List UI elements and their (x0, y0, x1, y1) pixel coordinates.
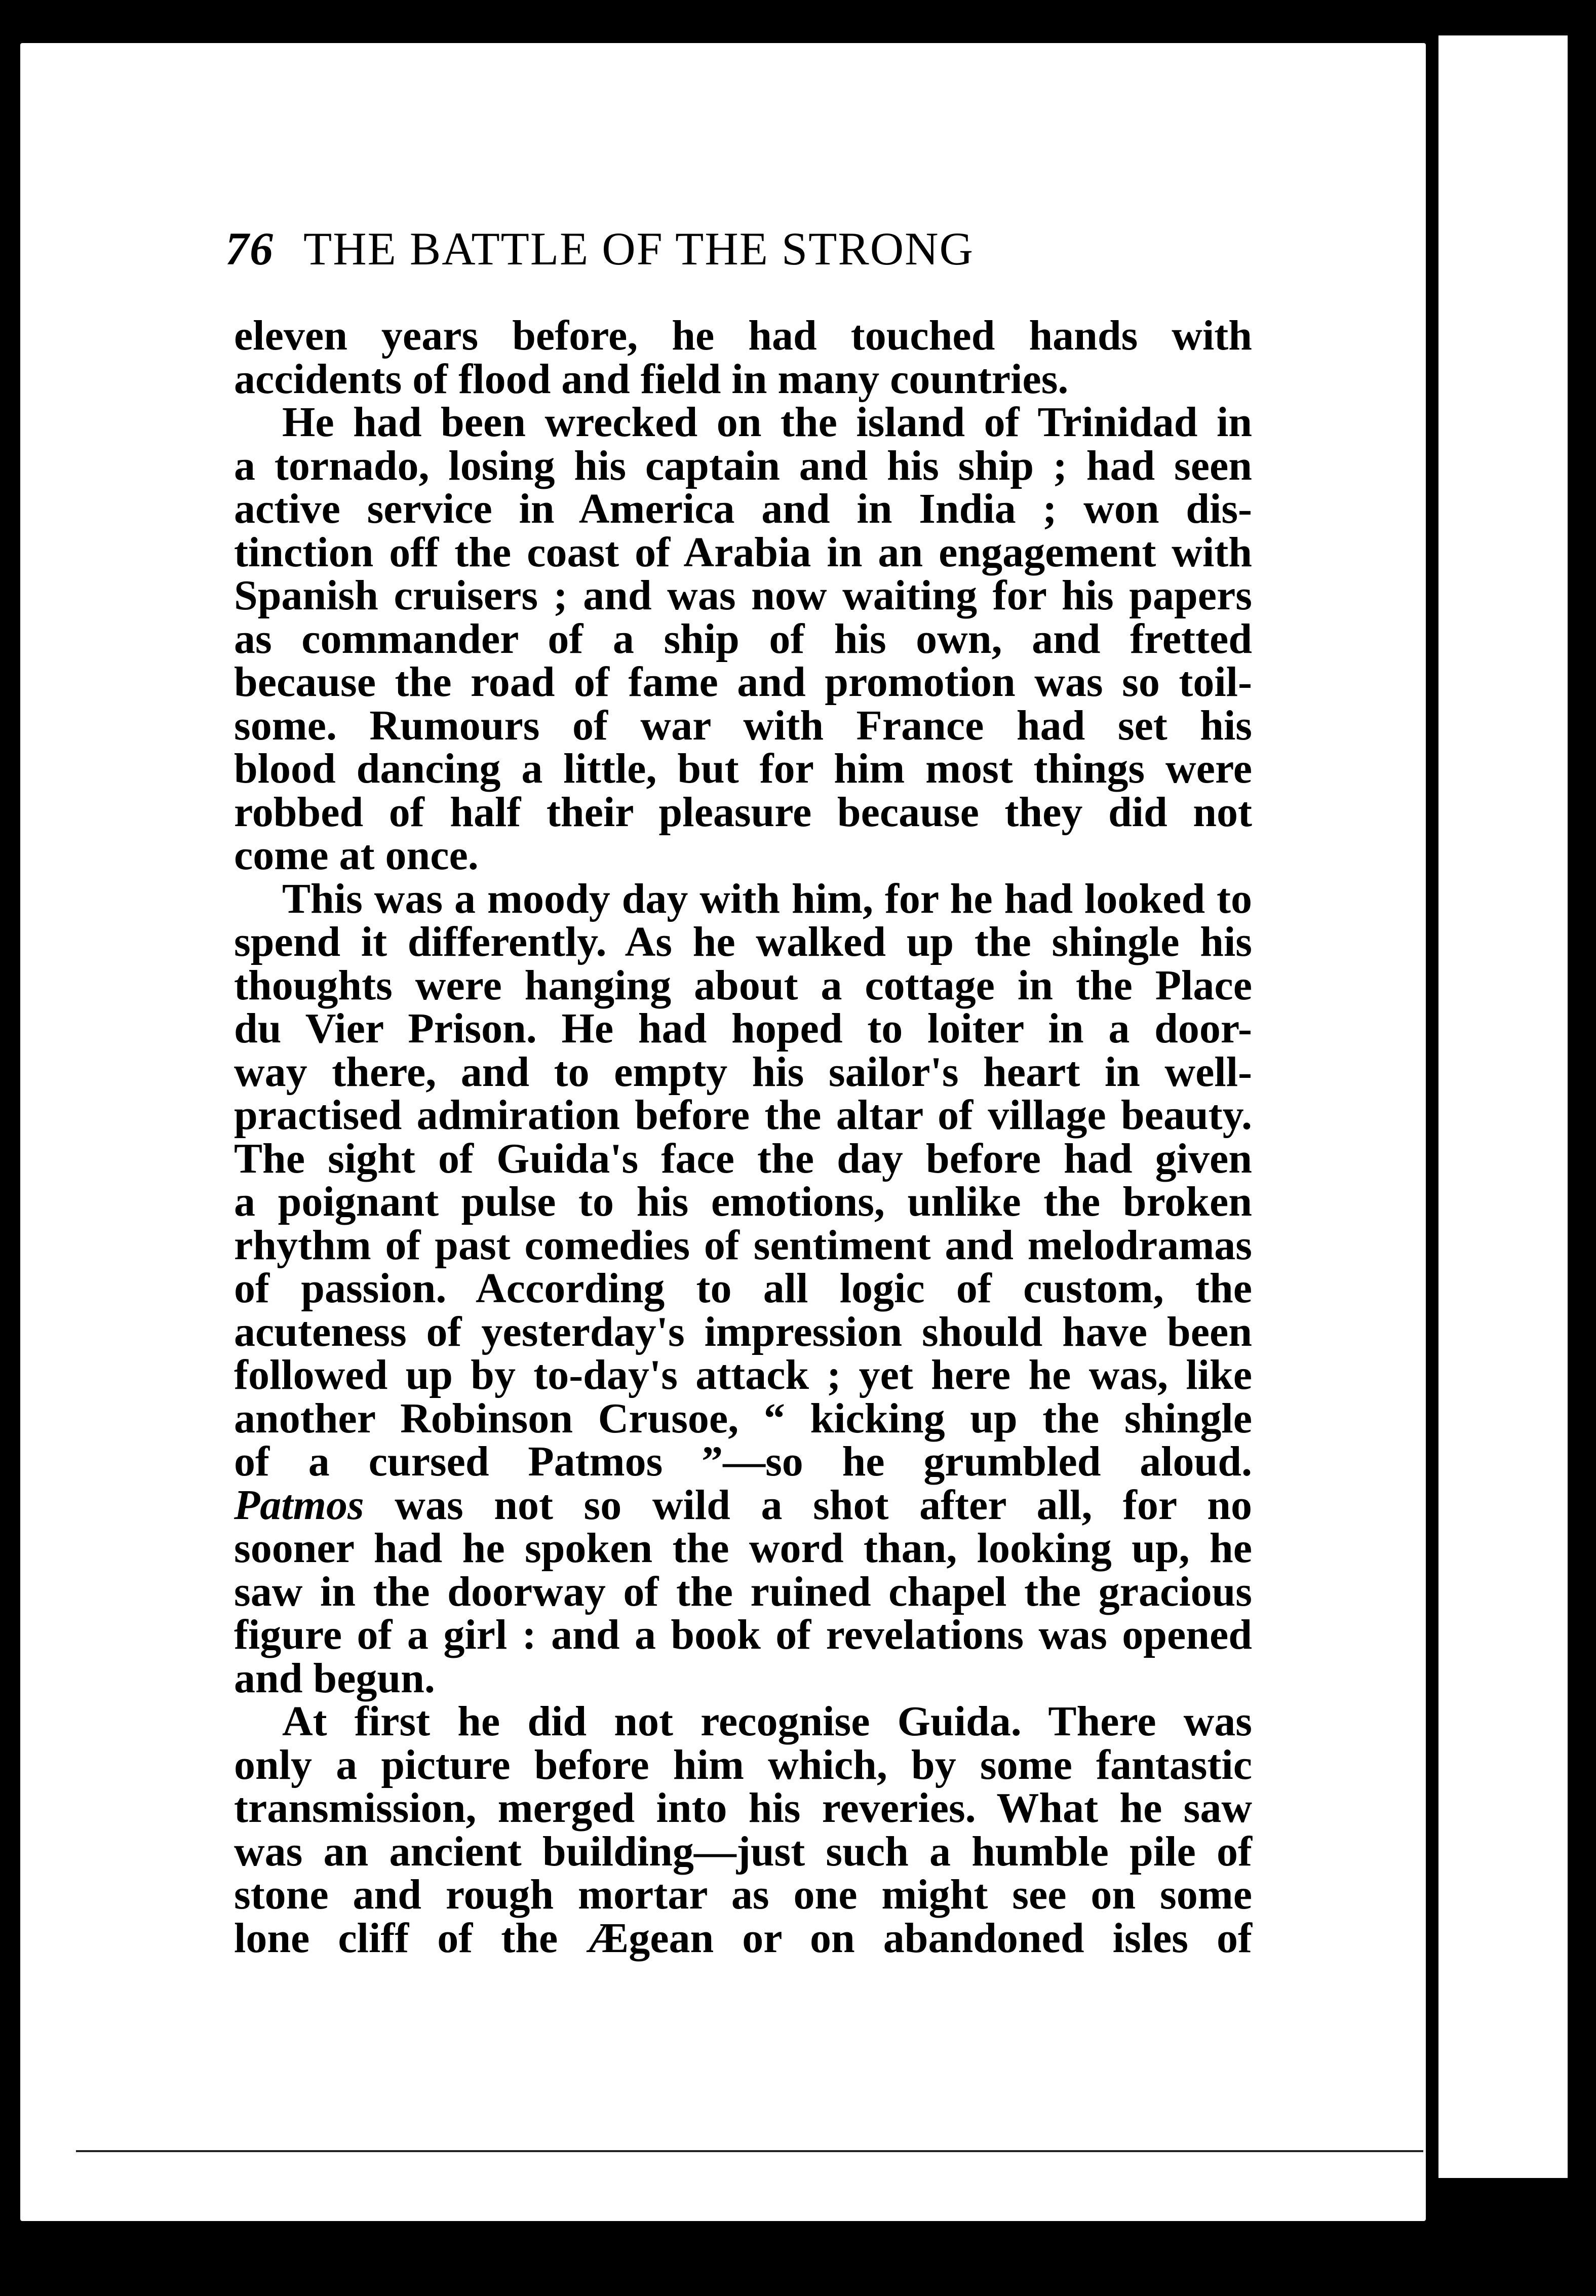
text-line: acuteness of yesterday's impression should have been (234, 1308, 1252, 1355)
text-line: followed up by to-day's attack ; yet here he was, like (234, 1351, 1252, 1398)
text-line: a tornado, losing his captain and his ship ; had seen (234, 442, 1252, 489)
text-line: another Robinson Crusoe, “ kicking up the shingle (234, 1394, 1252, 1442)
text-line: He had been wrecked on the island of Trinidad in (282, 399, 1252, 446)
italic-word: Patmos (234, 1481, 364, 1529)
text-line: saw in the doorway of the ruined chapel the gracious (234, 1568, 1252, 1615)
text-line: and begun. (234, 1654, 435, 1702)
text-line: robbed of half their pleasure because they did not (234, 788, 1252, 836)
text-line: Patmos was not so wild a shot after all, for no (234, 1481, 1252, 1529)
text-line: rhythm of past comedies of sentiment and melodramas (234, 1221, 1252, 1269)
text-line: figure of a girl : and a book of revelations was opened (234, 1611, 1252, 1658)
text-line: as commander of a ship of his own, and fretted (234, 615, 1252, 663)
page-gutter-shadow (1426, 43, 1438, 2221)
text-line: This was a moody day with him, for he had looked to (282, 875, 1252, 922)
page-number: 76 (225, 223, 274, 275)
text-line: way there, and to empty his sailor's heart in well- (234, 1048, 1252, 1096)
text-line: du Vier Prison. He had hoped to loiter in a door- (234, 1005, 1252, 1052)
text-line: transmission, merged into his reveries. What he saw (234, 1784, 1252, 1832)
running-title: THE BATTLE OF THE STRONG (303, 223, 975, 275)
text-line: accidents of flood and field in many countries. (234, 355, 1069, 403)
text-line: active service in America and in India ; won dis- (234, 485, 1252, 532)
text-line: practised admiration before the altar of village beauty. (234, 1092, 1252, 1139)
text-line: blood dancing a little, but for him most things were (234, 745, 1252, 792)
page-bottom-edge (76, 2150, 1423, 2152)
text-line: thoughts were hanging about a cottage in the Place (234, 961, 1252, 1009)
text-line: a poignant pulse to his emotions, unlike the broken (234, 1178, 1252, 1225)
text-line: stone and rough mortar as one might see on some (234, 1871, 1252, 1918)
text-line: because the road of fame and promotion was so toil- (234, 658, 1252, 706)
text-line: tinction off the coast of Arabia in an engagement with (234, 528, 1252, 576)
text-line: only a picture before him which, by some fantastic (234, 1741, 1252, 1788)
text-line: sooner had he spoken the word than, looking up, he (234, 1525, 1252, 1572)
text-line: some. Rumours of war with France had set his (234, 702, 1252, 749)
text-line: come at once. (234, 832, 479, 879)
text-line: was an ancient building—just such a humble pile of (234, 1827, 1252, 1875)
text-line: The sight of Guida's face the day before had given (234, 1135, 1252, 1182)
text-line: At first he did not recognise Guida. There was (282, 1698, 1252, 1745)
body-text (234, 314, 1252, 1960)
text-line: eleven years before, he had touched hands with (234, 312, 1252, 359)
adjacent-page-edge (1438, 35, 1568, 2178)
text-line: lone cliff of the Ægean or on abandoned isles of (234, 1914, 1252, 1962)
page-header (225, 222, 1279, 278)
text-line: of passion. According to all logic of custom, the (234, 1265, 1252, 1312)
text-line: spend it differently. As he walked up the shingle his (234, 918, 1252, 965)
text-line: of a cursed Patmos ”—so he grumbled aloud. (234, 1438, 1252, 1485)
text-line: Spanish cruisers ; and was now waiting for his papers (234, 572, 1252, 619)
